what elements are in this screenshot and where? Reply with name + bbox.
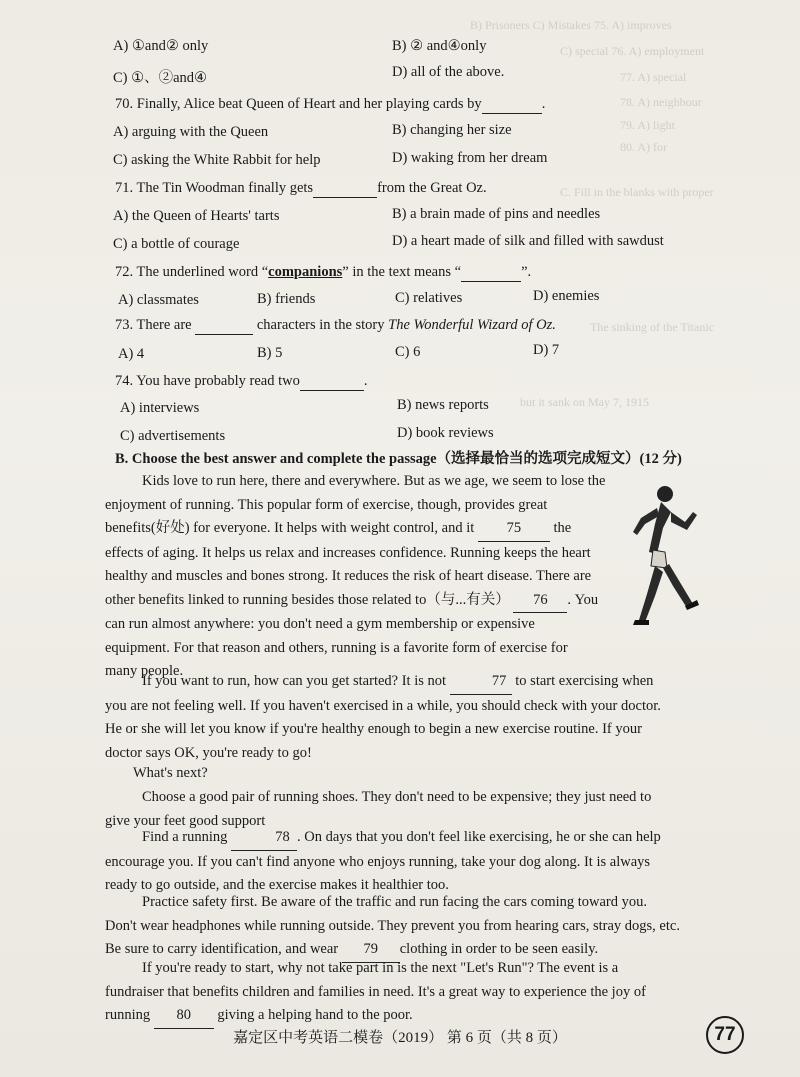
answer-blank	[461, 264, 521, 282]
blank-75: 75	[478, 517, 550, 542]
passage-paragraph-5: Find a running 78 . On days that you don't feel like exercising, he or she can help encourage you. If you can't find anyone who enjoys running, take your dog along. It is always ready to go outside, and the exercise makes it healthier too.	[105, 826, 705, 898]
question-72: 72. The underlined word “companions” in the text means “ ”.	[115, 264, 532, 280]
bleed-through-text: 80. A) for	[620, 140, 667, 154]
book-title: The Wonderful Wizard of Oz.	[388, 317, 556, 333]
bleed-through-text: The sinking of the Titanic	[590, 320, 714, 334]
q70-option-a: A) arguing with the Queen	[113, 124, 269, 140]
question-74: 74. You have probably read two .	[115, 373, 368, 389]
question-70: 70. Finally, Alice beat Queen of Heart and her playing cards by .	[115, 96, 546, 112]
bleed-through-text: C. Fill in the blanks with proper	[560, 185, 714, 199]
q74-option-c: C) advertisements	[120, 428, 226, 444]
answer-blank	[195, 317, 253, 335]
page-number-circle: 77	[706, 1016, 744, 1054]
page-footer: 嘉定区中考英语二模卷（2019） 第 6 页（共 8 页）	[233, 1030, 567, 1046]
bleed-through-text: 79. A) light	[620, 118, 676, 132]
q74-option-a: A) interviews	[120, 400, 200, 416]
q70-option-b: B) changing her size	[392, 122, 512, 138]
passage-paragraph-4: Choose a good pair of running shoes. They don't need to be expensive; they just need to give your feet good support	[105, 789, 652, 829]
q69-option-b: B) ② and④only	[392, 38, 487, 54]
q72-option-c: C) relatives	[395, 290, 463, 306]
section-b-heading: B. Choose the best answer and complete the passage（选择最恰当的选项完成短文）(12 分)	[115, 451, 682, 467]
bleed-through-text: C) special 76. A) employment	[560, 44, 705, 58]
bleed-through-text: B) Prisoners C) Mistakes 75. A) improves	[470, 18, 672, 32]
q70-option-d: D) waking from her dream	[392, 150, 548, 166]
blank-76: 76	[513, 589, 567, 614]
q74-option-d: D) book reviews	[397, 425, 494, 441]
question-71: 71. The Tin Woodman finally gets from the Great Oz.	[115, 180, 487, 196]
question-73: 73. There are characters in the story The Wonderful Wizard of Oz.	[115, 317, 556, 333]
passage-paragraph-1: Kids love to run here, there and everywhere. But as we age, we seem to lose the enjoyment of running. This popular form of exercise, though, provides great benefits(好处) for everyone. It helps with weight control, and it 75 the effects of aging. It helps us relax and increases confidence. Running keeps the heart healthy and muscles and bones strong. It reduces the risk of heart disease. There are other benefits linked to running besides those related to（与...有关） 76 . You can run almost anywhere: you don't need a gym membership or expensive equipment. For that reason and others, running is a favorite form of exercise for many people.	[105, 473, 606, 679]
q71-option-b: B) a brain made of pins and needles	[392, 206, 601, 222]
q73-option-a: A) 4	[118, 346, 145, 362]
answer-blank	[300, 373, 364, 391]
answer-blank	[313, 180, 377, 198]
q74-option-b: B) news reports	[397, 397, 489, 413]
blank-78: 78	[231, 826, 297, 851]
passage-paragraph-3: What's next?	[133, 765, 208, 781]
answer-blank	[482, 96, 542, 114]
bleed-through-text: but it sank on May 7, 1915	[520, 395, 649, 409]
blank-80: 80	[154, 1004, 214, 1029]
q69-option-d: D) all of the above.	[392, 64, 505, 80]
q69-option-c: C) ①、②and④	[113, 70, 208, 86]
bleed-through-text: 78. A) neighbour	[620, 95, 702, 109]
question-text: 70. Finally, Alice beat Queen of Heart and her playing cards by	[115, 96, 482, 112]
q73-option-b: B) 5	[257, 345, 283, 361]
q73-option-d: D) 7	[533, 342, 560, 358]
passage-paragraph-7: If you're ready to start, why not take part in is the next "Let's Run"? The event is a fundraiser that benefits children and families in need. It's a great way to experience the joy of running 80 giving a helping hand to the poor.	[105, 957, 705, 1029]
passage-paragraph-6: Practice safety first. Be aware of the traffic and run facing the cars coming toward you. Don't wear headphones while running outside. They prevent you from hearing cars, stray dogs, etc. Be sure to carry identification, and wear 79 clothing in order to be seen easily.	[105, 891, 705, 963]
q71-option-c: C) a bottle of courage	[113, 236, 240, 252]
blank-77: 77	[450, 670, 512, 695]
q72-option-b: B) friends	[257, 291, 316, 307]
blank-79: 79	[342, 938, 400, 963]
q72-option-a: A) classmates	[118, 292, 199, 308]
passage-paragraph-2: If you want to run, how can you get started? It is not 77 to start exercising when you are not feeling well. If you haven't exercised in a while, you should check with your doctor. He or she will let you know if you're healthy enough to begin a new exercise routine. If your doctor says OK, you're ready to go!	[105, 670, 705, 765]
underlined-word: companions	[268, 264, 343, 280]
q70-option-c: C) asking the White Rabbit for help	[113, 152, 321, 168]
q73-option-c: C) 6	[395, 344, 421, 360]
q69-option-a: A) ①and② only	[113, 38, 209, 54]
q72-option-d: D) enemies	[533, 288, 600, 304]
q71-option-a: A) the Queen of Hearts' tarts	[113, 208, 280, 224]
q71-option-d: D) a heart made of silk and filled with sawdust	[392, 233, 664, 249]
bleed-through-text: 77. A) special	[620, 70, 687, 84]
